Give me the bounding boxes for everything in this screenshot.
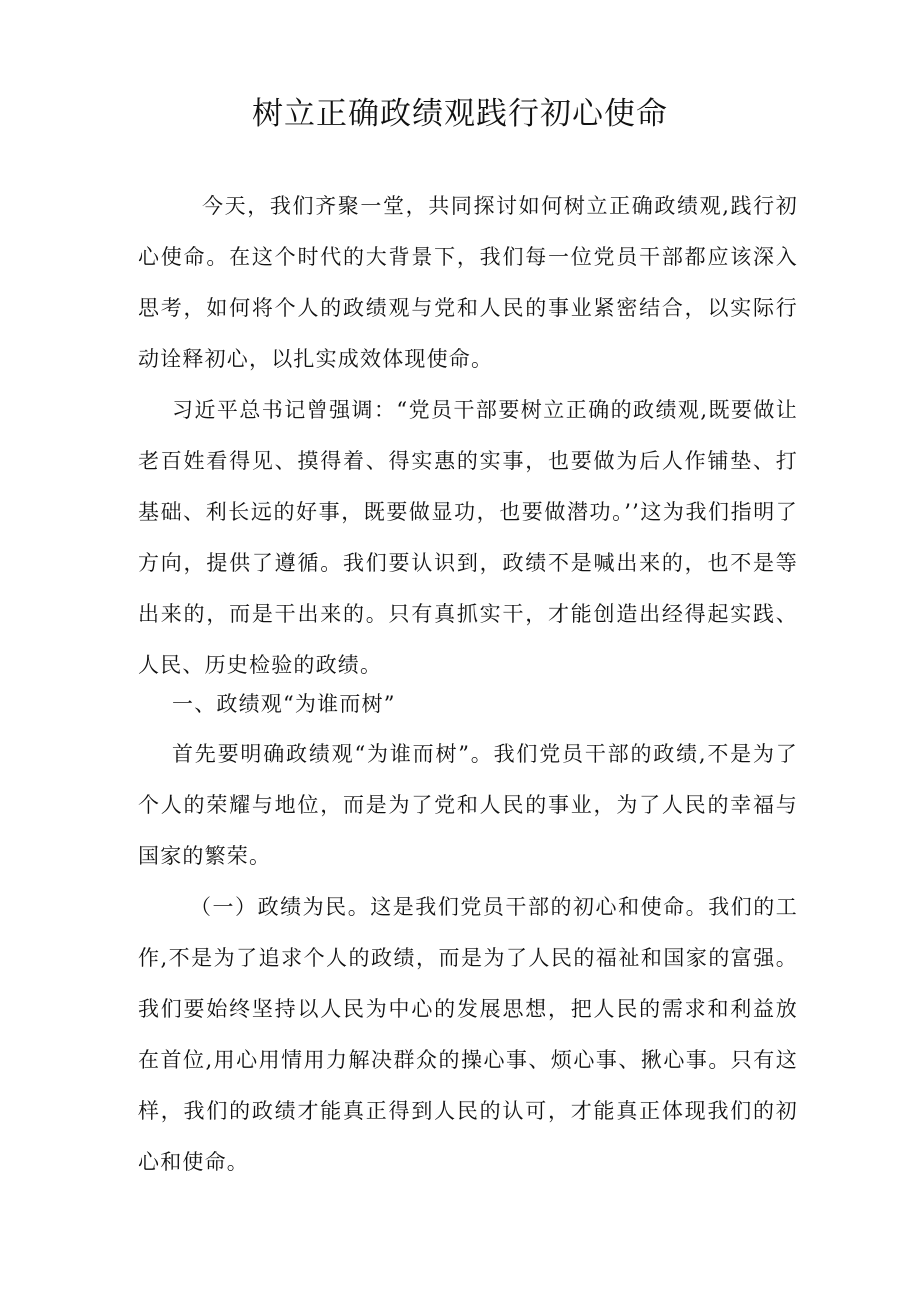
- document-title: 树立正确政绩观践行初心使命: [252, 96, 668, 132]
- paragraph-quote: 习近平总书记曾强调：“党员干部要树立正确的政绩观,既要做让老百姓看得见、摸得着、得实惠的实事，也要做为后人作铺垫、打基础、利长远的好事，既要做显功，也要做潜功。’’这为我们指明了方向，提供了遵循。我们要认识到，政绩不是喊出来的，也不是等出来的，而是干出来的。只有真抓实干，才能创造出经得起实践、人民、历史检验的政绩。: [138, 398, 798, 677]
- paragraph-section-1: 首先要明确政绩观“为谁而树”。我们党员干部的政绩,不是为了个人的荣耀与地位，而是为了党和人民的事业，为了人民的幸福与国家的繁荣。: [138, 742, 798, 868]
- paragraph-intro: 今天，我们齐聚一堂，共同探讨如何树立正确政绩观,践行初心使命。在这个时代的大背景下，我们每一位党员干部都应该深入思考，如何将个人的政绩观与党和人民的事业紧密结合，以实际行动诠释初心，以扎实成效体现使命。: [138, 194, 798, 371]
- paragraph-subsection-1: （一）政绩为民。这是我们党员干部的初心和使命。我们的工作,不是为了追求个人的政绩，而是为了人民的福祉和国家的富强。我们要始终坚持以人民为中心的发展思想，把人民的需求和利益放在首位,用心用情用力解决群众的操心事、烦心事、揪心事。只有这样，我们的政绩才能真正得到人民的认可，才能真正体现我们的初心和使命。: [138, 895, 798, 1174]
- section-heading-1: 一、政绩观“为谁而树”: [172, 692, 396, 716]
